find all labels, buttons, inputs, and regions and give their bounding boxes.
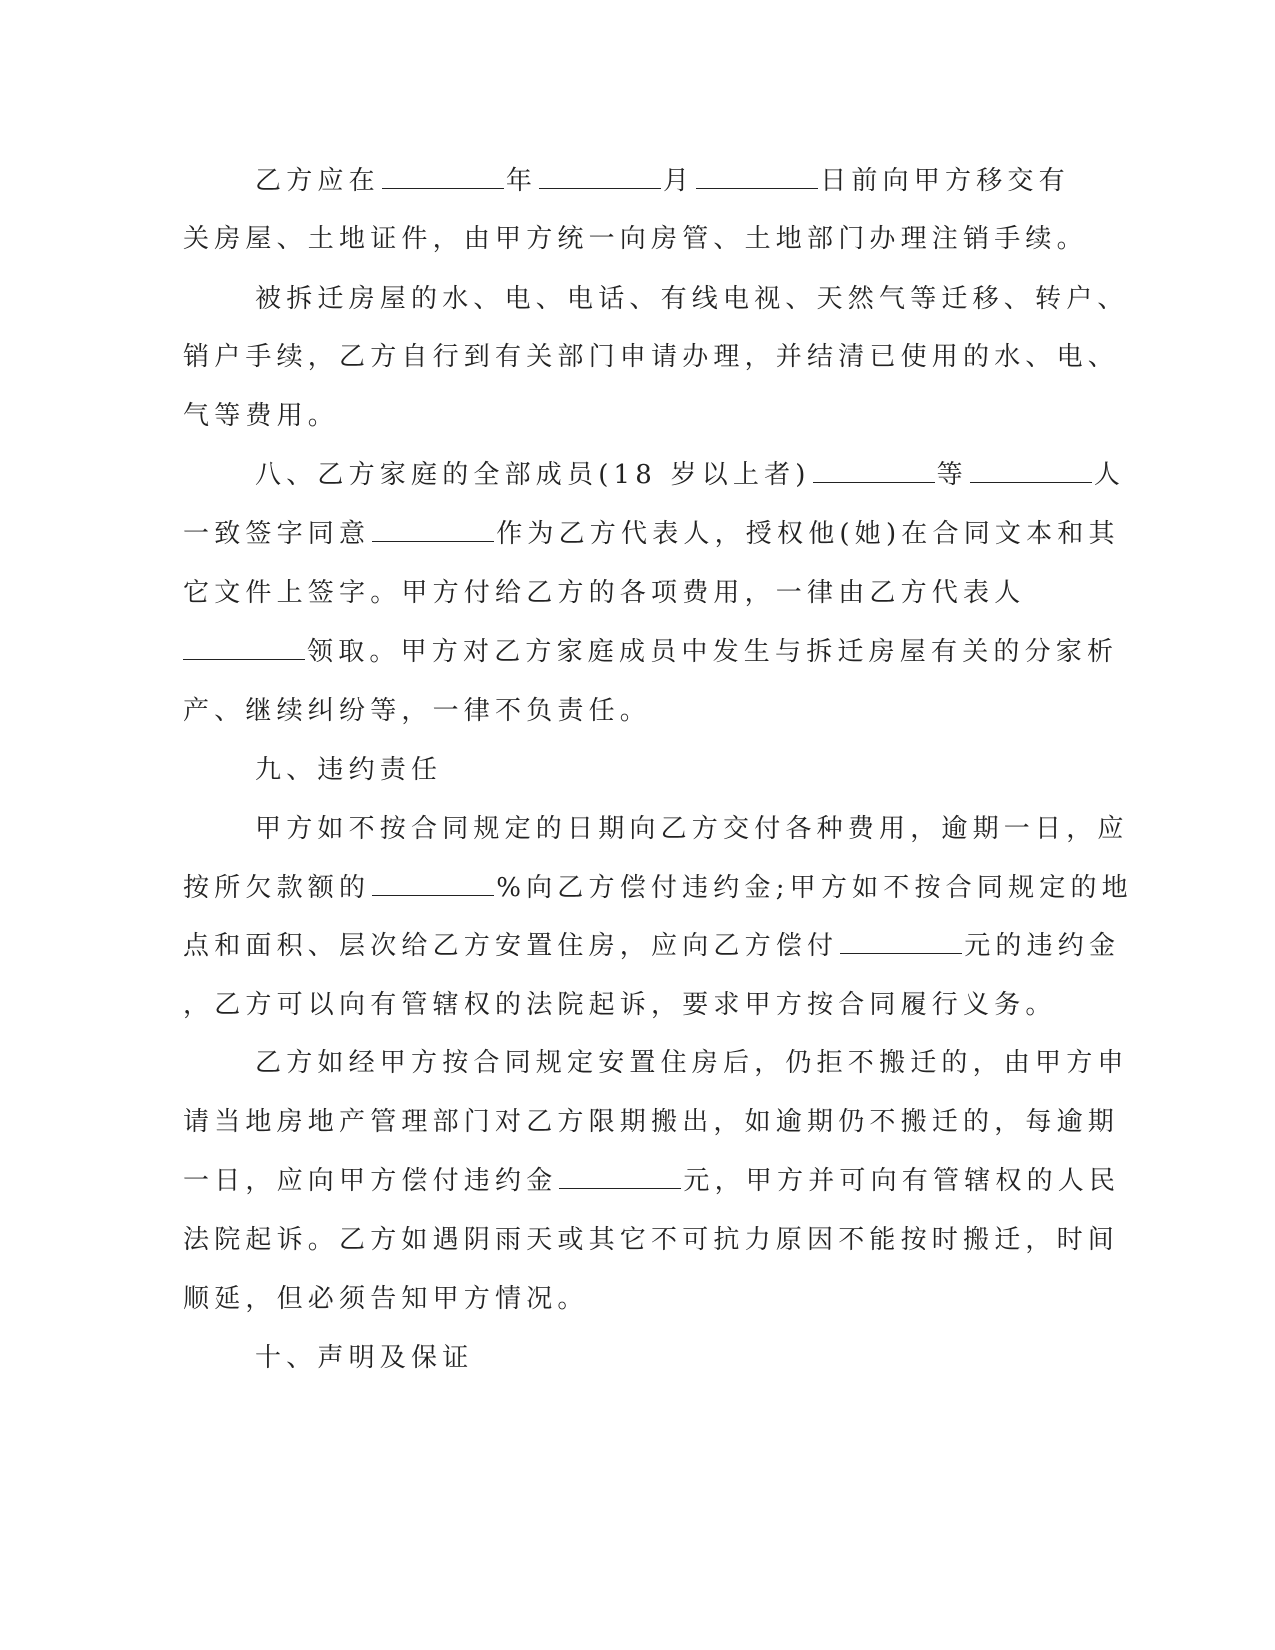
text-segment: 被拆迁房屋的水、电、电话、有线电视、天然气等迁移、转户、 bbox=[255, 284, 1129, 314]
text-segment: 元，甲方并可向有管辖权的人民 bbox=[683, 1166, 1121, 1196]
text-line bbox=[183, 1279, 589, 1319]
text-segment: 点和面积、层次给乙方安置住房，应向乙方偿付 bbox=[183, 931, 839, 961]
text-segment: 元的违约金 bbox=[964, 931, 1121, 961]
text-line bbox=[183, 337, 1119, 377]
text-line bbox=[183, 396, 339, 436]
text-line bbox=[255, 809, 1129, 849]
text-segment: 销户手续，乙方自行到有关部门申请办理，并结清已使用的水、电、 bbox=[183, 342, 1120, 372]
text-line bbox=[183, 573, 1025, 613]
text-line bbox=[183, 1220, 1119, 1260]
text-line bbox=[255, 455, 1125, 495]
text-segment: 九、违约责任 bbox=[255, 755, 443, 785]
text-segment: 日前向甲方移交有 bbox=[820, 166, 1070, 196]
text-line bbox=[183, 926, 1120, 966]
section-heading bbox=[255, 750, 442, 790]
fill-blank bbox=[559, 1164, 681, 1189]
fill-blank bbox=[372, 871, 494, 896]
fill-blank bbox=[372, 517, 494, 542]
text-segment: 一致签字同意 bbox=[183, 519, 371, 549]
text-segment: 关房屋、土地证件，由甲方统一向房管、土地部门办理注销手续。 bbox=[183, 224, 1088, 254]
fill-blank bbox=[840, 929, 962, 954]
fill-blank bbox=[813, 458, 935, 483]
text-line bbox=[255, 1043, 1129, 1083]
text-line bbox=[183, 632, 1118, 672]
text-line bbox=[255, 279, 1129, 319]
text-segment: 按所欠款额的 bbox=[183, 873, 371, 903]
text-segment: 一日，应向甲方偿付违约金 bbox=[183, 1166, 558, 1196]
text-segment: 作为乙方代表人，授权他(她)在合同文本和其 bbox=[496, 519, 1120, 549]
text-segment: 人 bbox=[1093, 460, 1126, 490]
fill-blank bbox=[539, 164, 661, 189]
fill-blank bbox=[696, 164, 818, 189]
text-line bbox=[183, 1161, 1120, 1201]
text-line bbox=[183, 219, 1088, 259]
text-line bbox=[183, 985, 1057, 1025]
text-line bbox=[183, 514, 1120, 554]
text-segment: 十、声明及保证 bbox=[255, 1343, 474, 1373]
text-segment: 月 bbox=[663, 166, 695, 196]
text-segment: %向乙方偿付违约金;甲方如不按合同规定的地 bbox=[496, 873, 1133, 903]
text-segment: 年 bbox=[505, 166, 538, 196]
text-segment: 领取。甲方对乙方家庭成员中发生与拆迁房屋有关的分家析 bbox=[307, 637, 1119, 667]
text-line bbox=[183, 691, 651, 731]
text-segment: 甲方如不按合同规定的日期向乙方交付各种费用，逾期一日，应 bbox=[255, 814, 1129, 844]
text-segment: 法院起诉。乙方如遇阴雨天或其它不可抗力原因不能按时搬迁，时间 bbox=[183, 1225, 1120, 1255]
fill-blank bbox=[970, 458, 1092, 483]
text-segment: 等 bbox=[936, 460, 968, 490]
text-line bbox=[183, 868, 1133, 908]
text-segment: 气等费用。 bbox=[183, 401, 340, 431]
text-segment: 乙方应在 bbox=[255, 166, 380, 196]
text-segment: 顺延，但必须告知甲方情况。 bbox=[183, 1284, 589, 1314]
text-line bbox=[183, 1102, 1119, 1142]
text-segment: 产、继续纠纷等，一律不负责任。 bbox=[183, 696, 652, 726]
text-segment: 请当地房地产管理部门对乙方限期搬出，如逾期仍不搬迁的，每逾期 bbox=[183, 1107, 1120, 1137]
fill-blank bbox=[382, 164, 504, 189]
text-segment: ，乙方可以向有管辖权的法院起诉，要求甲方按合同履行义务。 bbox=[183, 990, 1057, 1020]
text-segment: 乙方如经甲方按合同规定安置住房后，仍拒不搬迁的，由甲方申 bbox=[255, 1048, 1129, 1078]
fill-blank bbox=[183, 635, 305, 660]
text-segment: 它文件上签字。甲方付给乙方的各项费用，一律由乙方代表人 bbox=[183, 578, 1026, 608]
text-line bbox=[255, 161, 1070, 201]
section-heading bbox=[255, 1338, 473, 1378]
text-segment: 八、乙方家庭的全部成员(18 岁以上者) bbox=[255, 460, 811, 490]
